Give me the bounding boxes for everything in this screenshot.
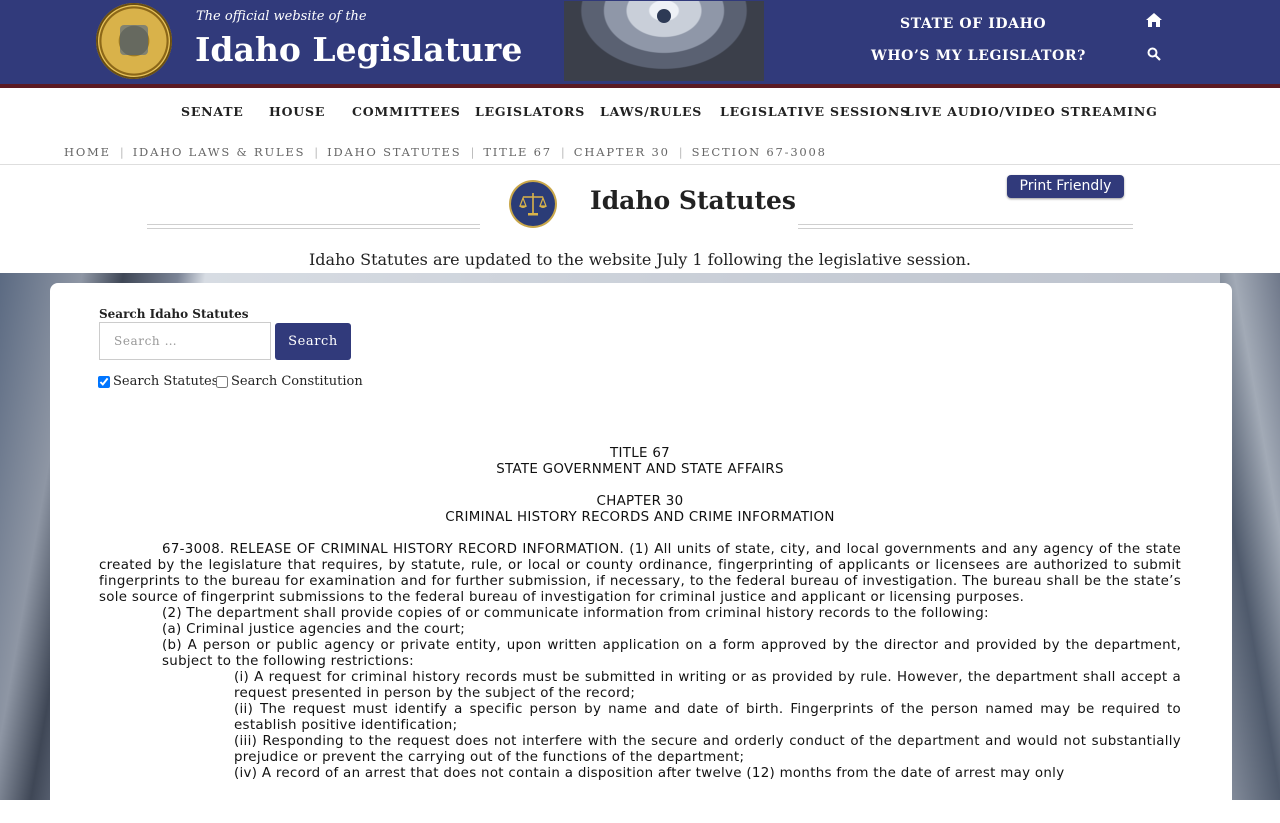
capitol-dome-image: [564, 1, 764, 81]
title-name: STATE GOVERNMENT AND STATE AFFAIRS: [496, 462, 784, 477]
breadcrumb-divider: [0, 164, 1280, 165]
search-statutes-label: Search Statutes: [113, 374, 219, 389]
update-notice: Idaho Statutes are updated to the website July 1 following the legislative session.: [308, 250, 971, 269]
whos-my-legislator-link[interactable]: WHO’S MY LEGISLATOR?: [871, 48, 1086, 64]
nav-committees[interactable]: COMMITTEES: [352, 104, 461, 119]
print-friendly-button[interactable]: Print Friendly: [1007, 175, 1124, 198]
nav-senate[interactable]: SENATE: [181, 104, 244, 119]
statute-paragraph: (iv) A record of an arrest that does not contain a disposition after twelve (12) months from the date of arrest may only: [234, 766, 1065, 781]
search-constitution-checkbox[interactable]: [216, 376, 228, 388]
site-header: [0, 0, 1280, 84]
title-rule-left: [147, 224, 480, 229]
site-title[interactable]: Idaho Legislature: [195, 30, 523, 69]
breadcrumb-laws-rules[interactable]: IDAHO LAWS & RULES: [132, 145, 306, 159]
chapter-name: CRIMINAL HISTORY RECORDS AND CRIME INFORMATION: [445, 510, 835, 525]
nav-legislative-sessions[interactable]: LEGISLATIVE SESSIONS: [720, 104, 910, 119]
statute-paragraph: (2) The department shall provide copies of or communicate information from criminal history records to the following:: [162, 606, 989, 621]
breadcrumb-separator: |: [314, 145, 319, 159]
scales-of-justice-icon: [511, 182, 555, 226]
state-of-idaho-link[interactable]: STATE OF IDAHO: [900, 16, 1047, 32]
nav-legislators[interactable]: LEGISLATORS: [475, 104, 586, 119]
statute-paragraph: (i) A request for criminal history records must be submitted in writing or as provided by rule. However, the department shall accept a request presented in person by the subject of the record;: [234, 670, 1181, 701]
nav-laws-rules[interactable]: LAWS/RULES: [600, 104, 703, 119]
breadcrumb-separator: |: [119, 145, 124, 159]
search-statutes-checkbox[interactable]: [98, 376, 110, 388]
breadcrumb-separator: |: [560, 145, 565, 159]
main-nav: [0, 104, 1280, 126]
statute-paragraph: 67-3008. RELEASE OF CRIMINAL HISTORY RECORD INFORMATION. (1) All units of state, city, and local governments and any agency of the state created by the legislature that requires, by statute, rule, or local or county ordinance, fingerprinting of applicants or licensees are authorized to submit fingerprints to the bureau for examination and for further submission, if necessary, to the federal bureau of investigation. The bureau shall be the state’s sole source of fingerprint submissions to the federal bureau of investigation for criminal justice and applicant or licensing purposes.: [99, 542, 1181, 605]
home-icon[interactable]: [1145, 11, 1163, 29]
breadcrumb-separator: |: [678, 145, 683, 159]
breadcrumb-home[interactable]: HOME: [64, 145, 111, 159]
search-label: Search Idaho Statutes: [99, 307, 249, 321]
breadcrumb: [64, 145, 827, 159]
statute-paragraph: (a) Criminal justice agencies and the court;: [162, 622, 466, 637]
search-icon[interactable]: [1147, 47, 1161, 61]
state-seal-logo[interactable]: [96, 3, 172, 79]
breadcrumb-statutes[interactable]: IDAHO STATUTES: [327, 145, 462, 159]
statute-paragraph: (iii) Responding to the request does not interfere with the secure and orderly conduct of the department and would not substantially prejudice or prevent the carrying out of the functions of the department;: [234, 734, 1181, 765]
nav-house[interactable]: HOUSE: [269, 104, 326, 119]
page-title: Idaho Statutes: [590, 186, 796, 215]
title-number: TITLE 67: [610, 446, 670, 461]
search-constitution-label: Search Constitution: [231, 374, 363, 389]
search-input[interactable]: [99, 322, 271, 360]
statute-text: [99, 446, 1181, 782]
site-tagline: The official website of the: [196, 9, 367, 24]
nav-live-streaming[interactable]: LIVE AUDIO/VIDEO STREAMING: [905, 104, 1158, 119]
title-rule-right: [798, 224, 1133, 229]
statute-paragraph: (ii) The request must identify a specific person by name and date of birth. Fingerprints of the person named may be required to establish positive identification;: [234, 702, 1181, 733]
statute-paragraph: (b) A person or public agency or private entity, upon written application on a form approved by the director and provided by the department, subject to the following restrictions:: [162, 638, 1181, 669]
breadcrumb-section: SECTION 67-3008: [691, 145, 827, 159]
search-button[interactable]: Search: [275, 323, 351, 360]
breadcrumb-separator: |: [470, 145, 475, 159]
search-constitution-option[interactable]: [216, 374, 363, 389]
breadcrumb-chapter[interactable]: CHAPTER 30: [573, 145, 670, 159]
breadcrumb-title[interactable]: TITLE 67: [483, 145, 552, 159]
chapter-number: CHAPTER 30: [596, 494, 684, 509]
header-divider: [0, 84, 1280, 88]
search-statutes-option[interactable]: [98, 374, 218, 389]
